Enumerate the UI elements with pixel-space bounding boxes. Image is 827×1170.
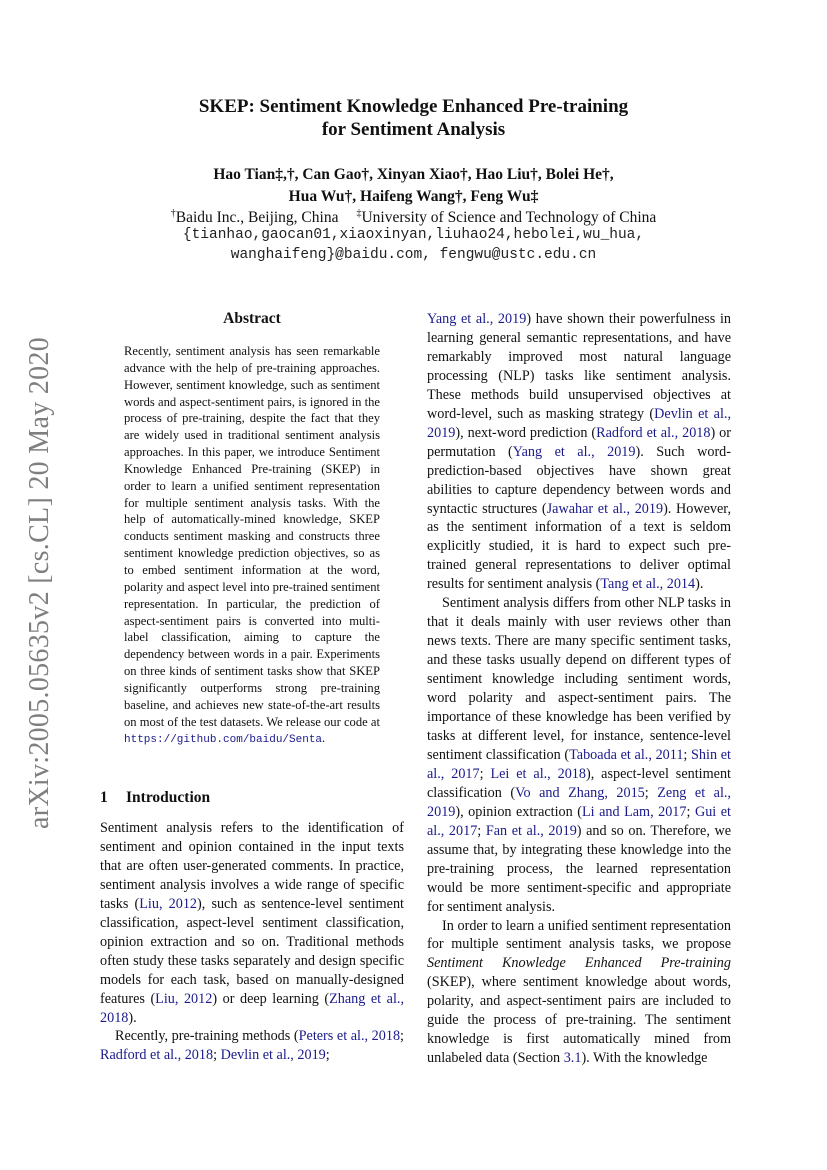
text-run: ) or deep learning ( [212,990,330,1007]
right-column-text [427,310,731,1068]
citation-link[interactable]: Tang et al., 2014 [600,576,696,593]
citation-link[interactable]: Devlin et al., 2019 [220,1047,326,1064]
citation-link[interactable]: Zeng et al., 2019 [427,784,731,820]
text-run: ) or permutation ( [427,424,732,460]
citation-link[interactable]: Jawahar et al., 2019 [546,500,664,517]
paragraph [100,819,404,1027]
section-heading-introduction [100,789,210,807]
text-run: ). With the knowledge [581,1050,708,1067]
paragraph: Recently, pre-training methods (Peters et al., 2018; Radford et al., 2018; Devlin et al., 2019; [100,1028,404,1064]
paragraph [427,917,731,1069]
citation-link[interactable]: Li and Lam, 2017 [581,803,687,820]
abstract-body: Recently, sentiment analysis has seen remarkable advance with the help of pre-training approaches. However, sentiment knowledge, such as sentiment words and aspect-sentiment pairs, is ignored in the process of pre-training, despite the fact that they are widely used in traditional sentiment analysis approaches. In this paper, we introduce Sentiment Knowledge Enhanced Pre-training (SKEP) in order to learn a unified sentiment representation for multiple sentiment analysis tasks. With the help of automatically-mined knowledge, SKEP conducts sentiment masking and constructs three sentiment knowledge prediction objectives, so as to embed sentiment information at the word, polarity and aspect level into pre-trained sentiment representation. In particular, the prediction of aspect-sentiment pairs is converted into multi-label classification, aiming to capture the dependency between words in a pair. Experiments on three kinds of sentiment tasks show that SKEP significantly outperforms strong pre-training baseline, and achieves new state-of-the-art results on most of the test datasets. We release our code at https://github.com/baidu/Senta. [124,344,380,747]
arxiv-watermark: arXiv:2005.05635v2 [cs.CL] 20 May 2020 [24,336,55,829]
text-run: Recently, pre-training methods ( [115,1028,299,1045]
title-line-1: SKEP: Sentiment Knowledge Enhanced Pre-training [198,96,629,117]
paper-title [0,95,827,141]
abstract-text: Recently, sentiment analysis has seen remarkable advance with the help of pre-training approaches. However, sentiment knowledge, such as sentiment words and aspect-sentiment pairs, is ignored in the process of pre-training, despite the fact that they are widely used in traditional sentiment analysis approaches. In this paper, we introduce Sentiment Knowledge Enhanced Pre-training (SKEP) in order to learn a unified sentiment representation for multiple sentiment analysis tasks. With the help of automatically-mined knowledge, SKEP conducts sentiment masking and constructs three sentiment knowledge prediction objectives, so as to embed sentiment information at the word, polarity and aspect level into pre-trained sentiment representation. In particular, the prediction of aspect-sentiment pairs is converted into multi-label classification, aiming to capture the dependency between words in a pair. Experiments on three kinds of sentiment tasks show that SKEP significantly outperforms strong pre-training baseline, and achieves new state-of-the-art results on most of the test datasets. We release our code at [124,344,380,729]
emails-line-1: {tianhao,gaocan01,xiaoxinyan,liuhao24,hebolei,wu_hua, [182,227,645,243]
authors-line-2: Hua Wu†, Haifeng Wang†, Feng Wu‡ [288,188,539,205]
citation-link[interactable]: Yang et al., 2019 [512,443,636,460]
authors-line-1: Hao Tian‡,†, Can Gao†, Xinyan Xiao†, Hao Liu†, Bolei He†, [213,166,614,183]
author-emails [0,225,827,265]
text-run: (SKEP), where sentiment knowledge about words, polarity, and aspect-sentiment pairs are included to guide the process of pre-training. The sentiment knowledge is first automatically mined from unlabeled data (Section [427,974,731,1067]
abstract-heading: Abstract [223,310,281,327]
citation-link[interactable]: Taboada et al., 2011 [569,746,684,763]
text-run: ), aspect-level sentiment classification ( [427,765,731,801]
emails-line-2: wanghaifeng}@baidu.com, fengwu@ustc.edu.cn [230,247,597,263]
citation-link[interactable]: Yang et al., 2019 [427,311,527,327]
citation-link[interactable]: Liu, 2012 [139,895,198,912]
citation-link[interactable]: Fan et al., 2019 [485,822,577,839]
text-run: In order to learn a unified sentiment representation for multiple sentiment analysis tasks, we propose [427,917,731,953]
text-run: ) have shown their powerfulness in learning general semantic representations, and have remarkably improved most natural language processing (NLP) tasks like sentiment analysis. These methods build unsupervised objectives at word-level, such as masking strategy ( [427,311,731,422]
citation-link[interactable]: Liu, 2012 [155,990,213,1007]
section-title: Introduction [126,789,211,806]
text-run: Sentiment analysis differs from other NLP tasks in that it deals mainly with user reviews other than news texts. There are many specific sentiment tasks, and these tasks usually depend on different types of sentiment knowledge including sentiment words, word polarity and aspect-sentiment pairs. The importance of these knowledge has been verified by tasks at different level, for instance, sentence-level sentiment classification ( [427,595,731,763]
text-run: ). However, as the sentiment information of a text is seldom explicitly studied, it is hard to expect such pre-trained general representations to deliver optimal results for sentiment analysis ( [427,500,731,593]
citation-link[interactable]: Radford et al., 2018 [596,424,711,441]
emphasis: Sentiment Knowledge Enhanced Pre-training [427,955,731,972]
text-run: ). [128,1009,137,1026]
text-run: ). Such word-prediction-based objectives have shown great abilities to capture dependency between words and syntactic structures ( [427,443,732,517]
affiliation-baidu: Baidu Inc., Beijing, China [175,209,339,226]
section-ref-link[interactable]: 3.1 [563,1050,582,1067]
text-run: ), next-word prediction ( [455,424,597,441]
paragraph [427,310,731,594]
affiliations: †Baidu Inc., Beijing, China ‡University of Science and Technology of China [170,208,657,226]
text-run: Sentiment analysis refers to the identification of sentiment and opinion contained in the input texts that are often user-generated comments. In practice, sentiment analysis involves a wide range of specific tasks ( [100,820,404,912]
section-number: 1 [100,789,108,806]
paragraph: Sentiment analysis differs from other NLP tasks in that it deals mainly with user reviews other than news texts. There are many specific sentiment tasks, and these tasks usually depend on different types of sentiment knowledge including sentiment words, word polarity and aspect-sentiment pairs. The importance of these knowledge has been verified by tasks at different level, for instance, sentence-level sentiment classification (Taboada et al., 2011; Shin et al., 2017; Lei et al., 2018), aspect-level sentiment classification (Vo and Zhang, 2015; Zeng et al., 2019), opinion extraction (Li and Lam, 2017; Gui et al., 2017; Fan et al., 2019) and so on. Therefore, we assume that, by integrating these knowledge into the pre-training process, the learned representation would be more sentiment-specific and appropriate for sentiment analysis. [427,595,731,915]
citation-link[interactable]: Shin et al., 2017 [427,746,731,782]
citation-link[interactable]: Gui et al., 2017 [427,803,731,839]
text-run: ) and so on. Therefore, we assume that, by integrating these knowledge into the pre-training process, the learned representation would be more sentiment-specific and appropriate for sentiment analysis. [427,822,731,915]
left-column-text [100,819,404,1065]
affiliation-ustc: University of Science and Technology of China [361,209,657,226]
text-run: ), such as sentence-level sentiment classification, aspect-level sentiment classification, opinion extraction and so on. Traditional methods often study these tasks separately and design specific models for each task, based on manually-designed features ( [100,895,404,1007]
citation-link[interactable]: Peters et al., 2018 [298,1028,401,1045]
citation-link[interactable]: Lei et al., 2018 [490,765,586,782]
citation-link[interactable]: Zhang et al., 2018 [100,990,404,1026]
citation-link[interactable]: Radford et al., 2018 [100,1047,214,1064]
citation-link[interactable]: Devlin et al., 2019 [427,405,731,441]
citation-link[interactable]: Vo and Zhang, 2015 [515,784,645,801]
text-run: ), opinion extraction ( [455,803,582,820]
author-list [0,164,827,208]
text-run: ). [695,576,704,593]
title-line-2: for Sentiment Analysis [321,119,506,140]
code-url-link[interactable]: https://github.com/baidu/Senta [124,734,323,747]
